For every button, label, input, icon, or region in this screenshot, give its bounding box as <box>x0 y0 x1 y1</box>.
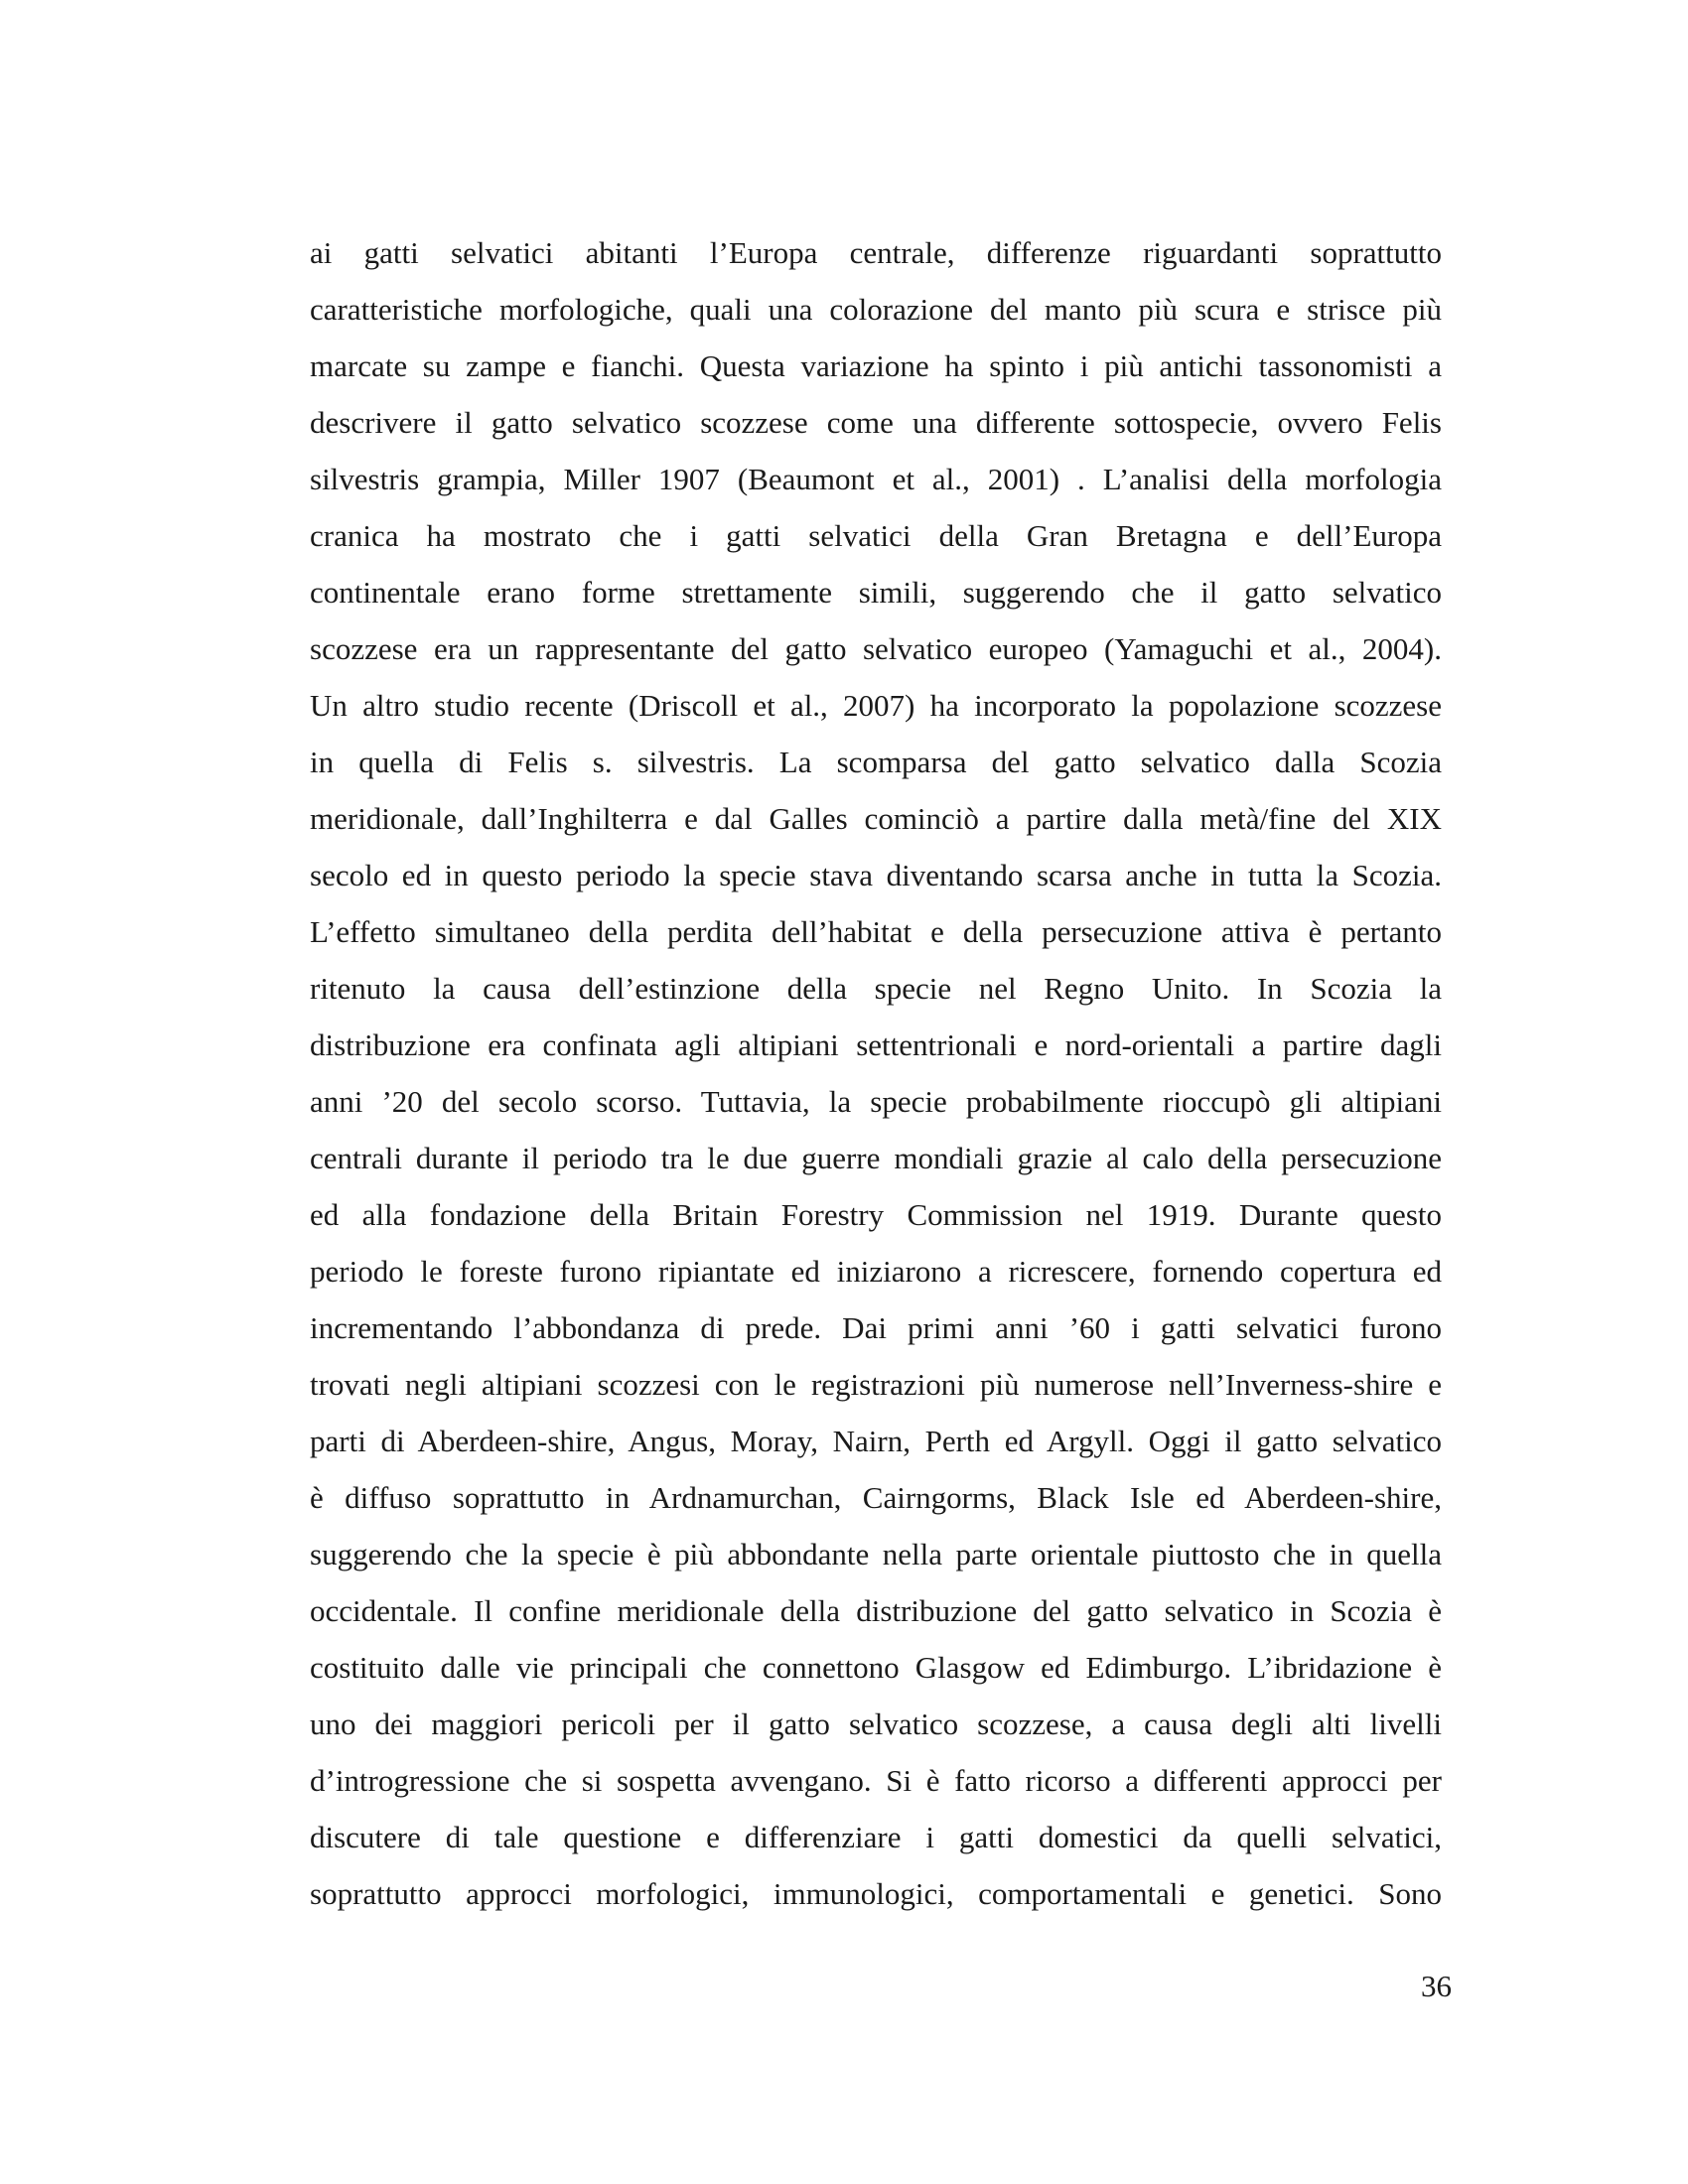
text-line: L’effetto simultaneo della perdita dell’habitat e della persecuzione attiva è pertanto <box>310 914 1442 949</box>
text-line: ritenuto la causa dell’estinzione della specie nel Regno Unito. In Scozia la <box>310 971 1442 1006</box>
text-line: costituito dalle vie principali che connettono Glasgow ed Edimburgo. L’ibridazione è <box>310 1650 1442 1685</box>
page-number: 36 <box>1421 1969 1452 2003</box>
text-line: cranica ha mostrato che i gatti selvatici della Gran Bretagna e dell’Europa <box>310 518 1442 553</box>
text-line: secolo ed in questo periodo la specie stava diventando scarsa anche in tutta la Scozia. <box>310 858 1442 892</box>
text-line: centrali durante il periodo tra le due guerre mondiali grazie al calo della persecuzione <box>310 1141 1442 1175</box>
text-line: in quella di Felis s. silvestris. La scomparsa del gatto selvatico dalla Scozia <box>310 745 1442 779</box>
text-line: marcate su zampe e fianchi. Questa variazione ha spinto i più antichi tassonomisti a <box>310 348 1442 383</box>
text-line: periodo le foreste furono ripiantate ed iniziarono a ricrescere, fornendo copertura ed <box>310 1254 1442 1289</box>
text-line: meridionale, dall’Inghilterra e dal Galles cominciò a partire dalla metà/fine del XIX <box>310 801 1442 836</box>
text-line: anni ’20 del secolo scorso. Tuttavia, la specie probabilmente rioccupò gli altipiani <box>310 1084 1442 1119</box>
text-line: trovati negli altipiani scozzesi con le registrazioni più numerose nell’Inverness-shire e <box>310 1367 1442 1402</box>
text-line: caratteristiche morfologiche, quali una colorazione del manto più scura e strisce più <box>310 292 1442 327</box>
text-line: suggerendo che la specie è più abbondante nella parte orientale piuttosto che in quella <box>310 1537 1442 1571</box>
text-line: scozzese era un rappresentante del gatto selvatico europeo (Yamaguchi et al., 2004). <box>310 631 1442 666</box>
text-line: è diffuso soprattutto in Ardnamurchan, Cairngorms, Black Isle ed Aberdeen-shire, <box>310 1480 1442 1515</box>
body-paragraph <box>310 229 1442 1927</box>
text-line: occidentale. Il confine meridionale della distribuzione del gatto selvatico in Scozia è <box>310 1593 1442 1628</box>
text-line: incrementando l’abbondanza di prede. Dai primi anni ’60 i gatti selvatici furono <box>310 1310 1442 1345</box>
text-line: Un altro studio recente (Driscoll et al., 2007) ha incorporato la popolazione scozzese <box>310 688 1442 723</box>
text-line: distribuzione era confinata agli altipiani settentrionali e nord-orientali a partire dagli <box>310 1027 1442 1062</box>
text-line: silvestris grampia, Miller 1907 (Beaumont et al., 2001) . L’analisi della morfologia <box>310 462 1442 496</box>
text-line: descrivere il gatto selvatico scozzese come una differente sottospecie, ovvero Felis <box>310 405 1442 440</box>
text-line: soprattutto approcci morfologici, immunologici, comportamentali e genetici. Sono <box>310 1876 1442 1911</box>
text-line: uno dei maggiori pericoli per il gatto selvatico scozzese, a causa degli alti livelli <box>310 1706 1442 1741</box>
text-line: parti di Aberdeen-shire, Angus, Moray, Nairn, Perth ed Argyll. Oggi il gatto selvatico <box>310 1424 1442 1458</box>
text-line: discutere di tale questione e differenziare i gatti domestici da quelli selvatici, <box>310 1820 1442 1854</box>
text-line: d’introgressione che si sospetta avvengano. Si è fatto ricorso a differenti approcci per <box>310 1763 1442 1798</box>
text-line: continentale erano forme strettamente simili, suggerendo che il gatto selvatico <box>310 575 1442 610</box>
text-line: ai gatti selvatici abitanti l’Europa centrale, differenze riguardanti soprattutto <box>310 235 1442 270</box>
text-line: ed alla fondazione della Britain Forestry Commission nel 1919. Durante questo <box>310 1197 1442 1232</box>
